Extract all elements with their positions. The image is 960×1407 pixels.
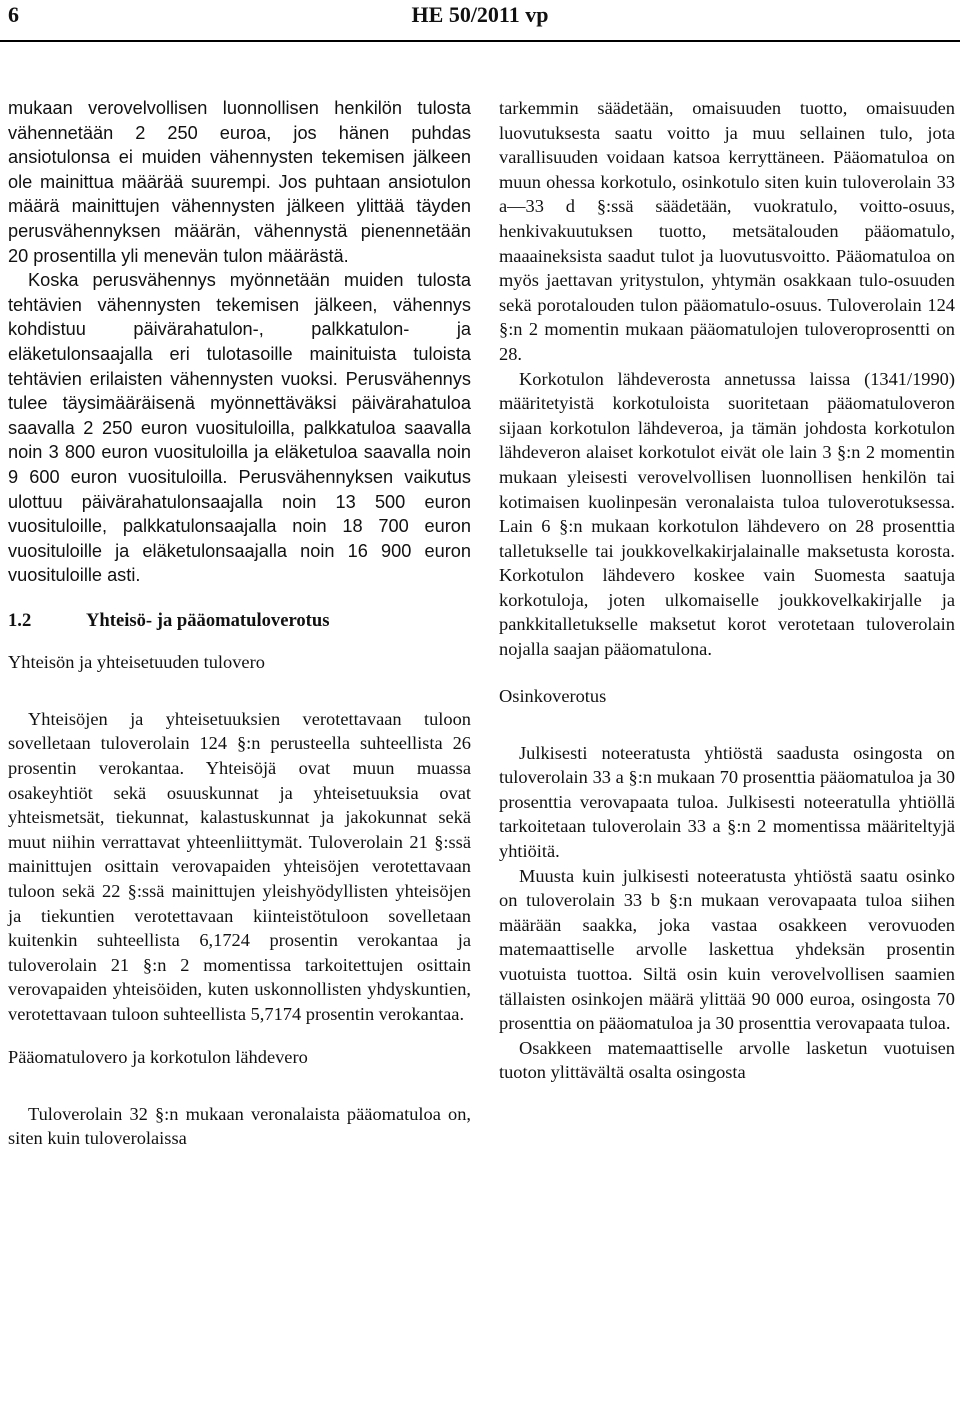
right-column <box>499 96 955 1085</box>
subheading: Yhteisön ja yhteisetuuden tulovero <box>8 651 265 672</box>
subheading: Osinkoverotus <box>499 685 607 706</box>
paragraph: Korkotulon lähdeverosta annetussa laissa (1341/1990) määritetyistä korkotuloista suoritetaan pääomatuloveron sijaan korkotulon lähdeveroa, ja tämän johdosta korkotulon lähdeveron alaiset korkotulot eivät ole lain 3 §:n 2 momentin mukaan yleisesti verovelvollisen luonnollisen henkilön tai kotimaisen kuolinpesän veronalaista tuloa tuloverotuksessa. Lain 6 §:n mukaan korkotulon lähdevero on 28 prosenttia talletukselle tai joukkovelkakirjalainalle maksetusta korosta. Korkotulon lähdevero koskee vain Suomesta saatuja korkotuloja, joten ulkomaiselle joukkovelkakirjalle ja pankkitalletukselle maksetut korot verotetaan tuloverolain nojalla saajan pääomatulona. <box>499 368 955 660</box>
document-code: HE 50/2011 vp <box>411 2 549 27</box>
paragraph: Tuloverolain 32 §:n mukaan veronalaista pääomatuloa on, siten kuin tuloverolaissa <box>8 1103 471 1149</box>
page-header <box>0 0 960 40</box>
paragraph: Koska perusvähennys myönnetään muiden tulosta tehtävien vähennysten tekemisen jälkeen, vähennys kohdistuu päivärahatulon-, palkkatulon- ja eläketulonsaajalla eri tulotasoille mainituista tuloista tehtävien erilaisten vähennysten vuoksi. Perusvähennys tulee täysimääräisenä myönnettäväksi päivärahatuloa saavalla 2 250 euron vuosituloilla, palkkatuloa saavalla noin 3 800 euron vuosituloilla ja eläketuloa saavalla noin 9 600 euron vuosituloilla. Perusvähennyksen vaikutus ulottuu päivärahatulonsaajalla noin 13 500 euron vuosituloille, palkkatulonsaajalla noin 18 700 euron vuosituloille ja eläketulonsaajalla noin 16 900 euron vuosituloille asti. <box>8 270 471 586</box>
section-title: Yhteisö- ja pääomatuloverotus <box>86 609 330 631</box>
subheading: Pääomatulovero ja korkotulon lähdevero <box>8 1046 308 1067</box>
header-rule <box>0 40 960 42</box>
page-number: 6 <box>8 2 19 27</box>
section-number: 1.2 <box>8 609 32 631</box>
paragraph: mukaan verovelvollisen luonnollisen henkilön tulosta vähennetään 2 250 euroa, jos hänen puhdas ansiotulonsa ei muiden vähennysten tekemisen jälkeen ole mainittua määrää suurempi. Jos puhtaan ansiotulon määrä mainittujen vähennysten jälkeen ylittää täyden perusvähennyksen määrän, vähennystä pienennetään 20 prosentilla yli menevän tulon määrästä. <box>8 98 471 266</box>
left-column <box>8 96 471 1151</box>
section-heading <box>8 610 471 632</box>
paragraph: Muusta kuin julkisesti noteeratusta yhtiöstä saatu osinko on tuloverolain 33 b §:n mukaan verovapaata tuloa siihen määrään saakka, joka vastaa osakkeen verovuoden matemaattiselle arvolle laskettua yhdeksän prosentin vuotuista tuottoa. Siltä osin kuin verovelvollisen saamien tällaisten osinkojen määrä ylittää 90 000 euroa, osingosta 70 prosenttia on pääomatuloa ja 30 prosenttia verovapaata tuloa. <box>499 865 955 1034</box>
paragraph: Julkisesti noteeratusta yhtiöstä saadusta osingosta on tuloverolain 33 a §:n mukaan 70 prosenttia pääomatuloa ja 30 prosenttia verovapaata tuloa. Julkisesti noteeratulla yhtiöllä tarkoitetaan tuloverolain 33 a §:n 2 momentissa määriteltyjä yhtiöitä. <box>499 742 955 862</box>
paragraph: Osakkeen matemaattiselle arvolle lasketun vuotuisen tuoton ylittävältä osalta osingosta <box>499 1037 955 1083</box>
paragraph: Yhteisöjen ja yhteisetuuksien verotettavaan tuloon sovelletaan tuloverolain 124 §:n perusteella suhteellista 26 prosentin verokantaa. Yhteisöjä ovat muun muassa osakeyhtiöt sekä osuuskunnat ja yhteisetuuksia ovat yhteismetsät, tiekunnat, kalastuskunnat ja jakokunnat sekä muut niihin verrattavat yhteenliittymät. Tuloverolain 21 §:ssä mainittujen osittain verovapaiden yhteisöjen verotettavaan tuloon sekä 22 §:ssä mainittujen yleishyödyllisten yhteisöjen ja tiekuntien verotettavaan kiinteistötuloon sovelletaan kuitenkin suhteellista 6,1724 prosentin verokantaa ja tuloverolain 21 §:n 2 momentissa tarkoitettujen osittain verovapaiden yhteisöiden, kuten uskonnollisten yhdyskuntien, verotettavaan tuloon suhteellista 5,7174 prosentin verokantaa. <box>8 708 471 1024</box>
paragraph: tarkemmin säädetään, omaisuuden tuotto, omaisuuden luovutuksesta saatu voitto ja muu sellainen tulo, jota varallisuuden voidaan katsoa kerryttäneen. Pääomatuloa on muun ohessa korkotulo, osinkotulo siten kuin tuloverolain 33 a—33 d §:ssä säädetään, vuokratulo, voitto-osuus, henkivakuutuksen tuotto, metsätalouden pääomatulo, maaaineksista saadut tulot ja luovutusvoitto. Pääomatuloa on myös jaettavan yritystulon, yhtymän osakkaan tulo-osuuden sekä porotalouden tulon pääomatulo-osuus. Tuloverolain 124 §:n 2 momentin mukaan pääomatulojen tuloveroprosentti on 28. <box>499 98 955 364</box>
